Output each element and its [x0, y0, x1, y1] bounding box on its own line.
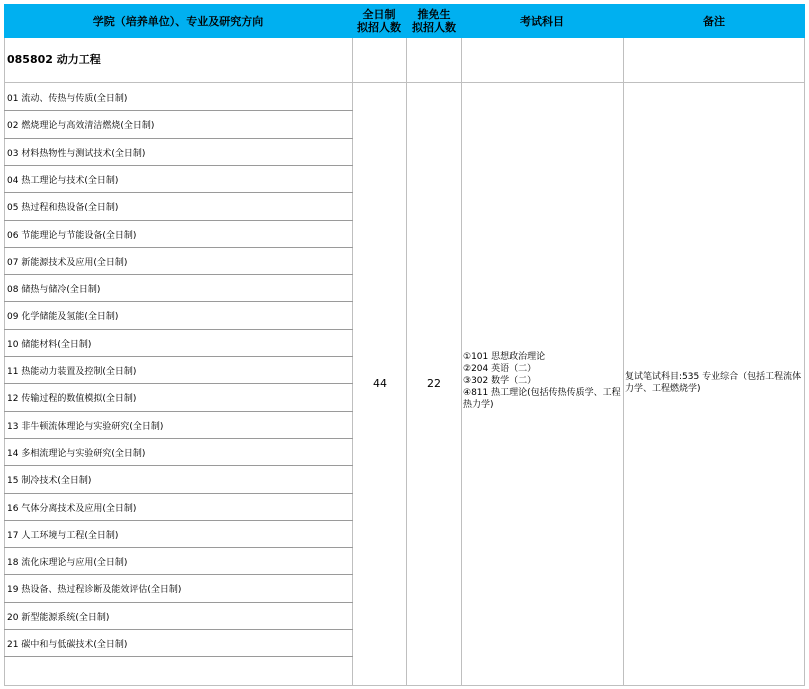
row-divider — [4, 138, 353, 139]
header-fulltime-line2: 拟招人数 — [357, 21, 401, 34]
recommend-quota: 22 — [427, 377, 441, 390]
row-divider — [4, 247, 353, 248]
direction-item: 12 传输过程的数值模拟(全日制) — [7, 394, 137, 405]
exam-subject-4: ④811 热工理论(包括传热传质学、工程热力学) — [463, 388, 621, 410]
direction-item: 01 流动、传热与传质(全日制) — [7, 94, 128, 104]
border-right — [804, 38, 805, 686]
direction-item: 02 燃烧理论与高效清洁燃烧(全日制) — [7, 121, 155, 132]
direction-item: 05 热过程和热设备(全日制) — [7, 203, 119, 214]
row-divider — [4, 383, 353, 384]
header-fulltime-line1: 全日制 — [362, 8, 396, 21]
row-divider — [4, 165, 353, 166]
direction-item: 19 热设备、热过程诊断及能效评估(全日制) — [7, 585, 182, 596]
exam-subject-3: ③302 数学（二） — [463, 376, 537, 386]
row-divider — [4, 110, 353, 111]
program-row-bottom — [4, 82, 805, 83]
row-divider — [4, 411, 353, 412]
direction-item: 04 热工理论与技术(全日制) — [7, 175, 119, 186]
divider-program — [352, 38, 353, 686]
program-title: 085802 动力工程 — [7, 53, 101, 66]
direction-item: 20 新型能源系统(全日制) — [7, 612, 110, 623]
remark-text: 复试笔试科目:535 专业综合（包括工程流体力学、工程燃烧学) — [625, 372, 802, 394]
row-divider — [4, 520, 353, 521]
direction-item: 10 储能材料(全日制) — [7, 339, 92, 350]
direction-item: 06 节能理论与节能设备(全日制) — [7, 230, 137, 241]
exam-subject-1: ①101 思想政治理论 — [463, 352, 546, 362]
header-recommend-line2: 拟招人数 — [412, 21, 456, 34]
row-divider — [4, 301, 353, 302]
direction-item: 21 碳中和与低碳技术(全日制) — [7, 640, 128, 650]
header-fulltime — [352, 4, 406, 38]
exam-subject-2: ②204 英语（二） — [463, 364, 537, 374]
header-program: 学院（培养单位）、专业及研究方向 — [92, 14, 264, 28]
direction-item: 16 气体分离技术及应用(全日制) — [7, 503, 137, 514]
header-note: 备注 — [703, 14, 725, 28]
row-divider — [4, 465, 353, 466]
row-divider — [4, 438, 353, 439]
row-divider — [4, 656, 353, 657]
direction-item: 17 人工环境与工程(全日制) — [7, 530, 119, 541]
border-left — [4, 38, 5, 686]
direction-item: 15 制冷技术(全日制) — [7, 476, 92, 487]
row-divider — [4, 274, 353, 275]
direction-item: 14 多相流理论与实验研究(全日制) — [7, 448, 146, 459]
header-exam: 考试科目 — [520, 14, 564, 28]
direction-item: 08 储热与储冷(全日制) — [7, 285, 101, 296]
row-divider — [4, 220, 353, 221]
row-divider — [4, 547, 353, 548]
header-recommend-line1: 推免生 — [417, 8, 451, 21]
row-divider — [4, 574, 353, 575]
divider-fulltime — [406, 38, 407, 686]
divider-exam — [623, 38, 624, 686]
direction-item: 18 流化床理论与应用(全日制) — [7, 558, 128, 569]
header-recommend — [407, 4, 461, 38]
exam-subjects — [463, 351, 621, 411]
border-bottom — [4, 685, 805, 686]
row-divider — [4, 602, 353, 603]
divider-recommend — [461, 38, 462, 686]
direction-item: 11 热能动力装置及控制(全日制) — [7, 367, 137, 377]
row-divider — [4, 493, 353, 494]
row-divider — [4, 356, 353, 357]
direction-item: 13 非牛顿流体理论与实验研究(全日制) — [7, 421, 164, 432]
row-divider — [4, 192, 353, 193]
row-divider — [4, 629, 353, 630]
direction-item: 09 化学储能及氢能(全日制) — [7, 312, 119, 323]
direction-item: 03 材料热物性与测试技术(全日制) — [7, 148, 146, 159]
row-divider — [4, 329, 353, 330]
fulltime-quota: 44 — [373, 377, 387, 390]
direction-item: 07 新能源技术及应用(全日制) — [7, 257, 128, 268]
